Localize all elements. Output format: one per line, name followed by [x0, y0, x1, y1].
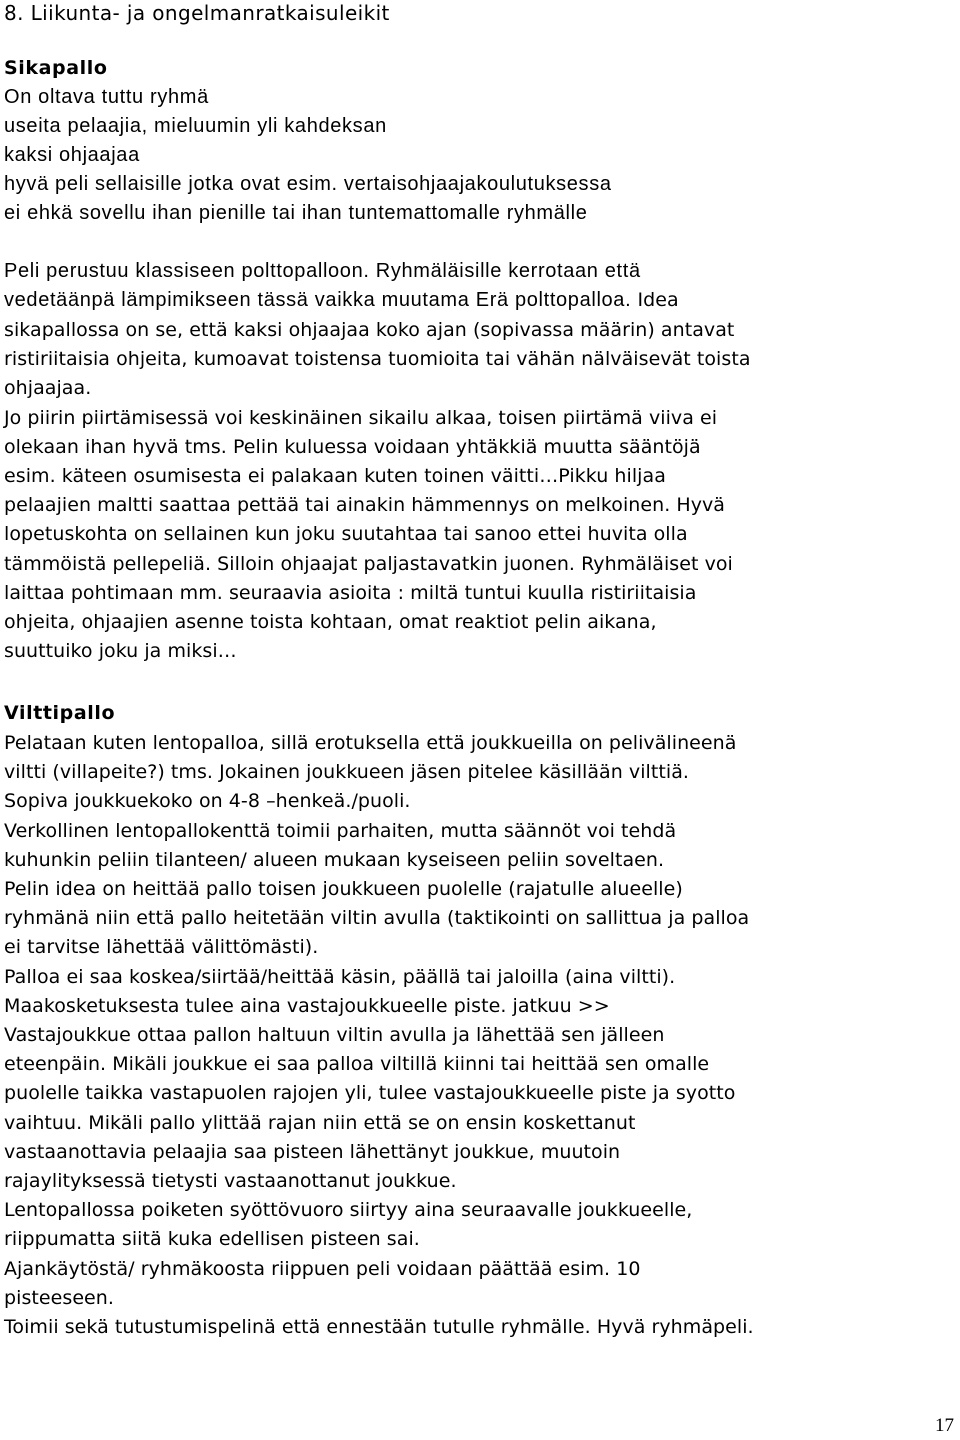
paragraph-line: laittaa pohtimaan mm. seuraavia asioita : miltä tuntui kuulla ristiriitaisia [4, 581, 697, 604]
paragraph-line: ristiriitaisia ohjeita, kumoavat toistensa tuomioita tai vähän nälväisevät toista [4, 348, 751, 371]
paragraph-line: olekaan ihan hyvä tms. Pelin kuluessa voidaan yhtäkkiä muutta sääntöjä [4, 435, 701, 458]
paragraph-line: ohjaajaa. [4, 377, 92, 400]
paragraph-line: pisteeseen. [4, 1286, 114, 1309]
paragraph-line: sikapallossa on se, että kaksi ohjaajaa koko ajan (sopivassa määrin) antavat [4, 319, 735, 341]
paragraph-line: viltti (villapeite?) tms. Jokainen joukkueen jäsen pitelee käsillään vilttiä. [4, 761, 689, 784]
paragraph-line: suuttuiko joku ja miksi… [4, 640, 237, 663]
paragraph-line: tämmöistä pellepeliä. Silloin ohjaajat paljastavatkin juonen. Ryhmäläiset voi [4, 552, 733, 575]
paragraph-line: rajaylityksessä tietysti vastaanottanut joukkue. [4, 1170, 457, 1193]
intro-line: ei ehkä sovellu ihan pienille tai ihan tuntemattomalle ryhmälle [4, 202, 588, 224]
intro-line: kaksi ohjaajaa [4, 144, 140, 166]
intro-line: On oltava tuttu ryhmä [4, 86, 209, 108]
paragraph-line: Pelataan kuten lentopalloa, sillä erotuksella että joukkueilla on pelivälineenä [4, 732, 737, 754]
paragraph-line: Pelin idea on heittää pallo toisen joukkueen puolelle (rajatulle alueelle) [4, 878, 683, 901]
paragraph-line: Peli perustuu klassiseen polttopalloon. Ryhmäläisille kerrotaan että [4, 260, 641, 282]
paragraph-line: vastaanottavia pelaajia saa pisteen lähettänyt joukkue, muutoin [4, 1140, 621, 1163]
paragraph-line: kuhunkin peliin tilanteen/ alueen mukaan kyseiseen peliin soveltaen. [4, 848, 665, 871]
paragraph-line: Palloa ei saa koskea/siirtää/heittää käsin, päällä tai jaloilla (aina viltti). [4, 965, 676, 988]
sikapallo-paragraph-2 [4, 316, 751, 666]
paragraph-line: Jo piirin piirtämisessä voi keskinäinen sikailu alkaa, toisen piirtämä viiva ei [4, 406, 718, 429]
paragraph-line: esim. käteen osumisesta ei palakaan kuten toinen väitti…Pikku hiljaa [4, 465, 666, 488]
paragraph-line-tail: Idea [637, 289, 679, 311]
paragraph-line: vaihtuu. Mikäli pallo ylittää rajan niin että se on ensin koskettanut [4, 1111, 636, 1134]
intro-line: hyvä peli sellaisille jotka ovat esim. vertaisohjaajakoulutuksessa [4, 173, 612, 195]
paragraph-line: Lentopallossa poiketen syöttövuoro siirtyy aina seuraavalle joukkueelle, [4, 1199, 693, 1222]
paragraph-line: Verkollinen lentopallokenttä toimii parhaiten, mutta säännöt voi tehdä [4, 819, 677, 842]
paragraph-line: ryhmänä niin että pallo heitetään viltin avulla (taktikointi on sallittua ja palloa [4, 907, 750, 930]
paragraph-line: Maakosketuksesta tulee aina vastajoukkueelle piste. jatkuu >> [4, 994, 610, 1017]
paragraph-line: riippumatta siitä kuka edellisen pisteen sai. [4, 1228, 420, 1251]
section-heading-sikapallo: Sikapallo [4, 57, 108, 79]
paragraph-line: lopetuskohta on sellainen kun joku suutahtaa tai sanoo ettei huvita olla [4, 523, 688, 546]
paragraph-line [4, 286, 679, 315]
paragraph-line: Toimii sekä tutustumispelinä että ennestään tutulle ryhmälle. Hyvä ryhmäpeli. [4, 1316, 754, 1339]
paragraph-line: Sopiva joukkuekoko on 4-8 –henkeä./puoli. [4, 790, 411, 813]
paragraph-line: ohjeita, ohjaajien asenne toista kohtaan, omat reaktiot pelin aikana, [4, 611, 657, 634]
paragraph-line: puolelle taikka vastapuolen rajojen yli, tulee vastajoukkueelle piste ja syotto [4, 1082, 736, 1105]
section-heading-vilttipallo: Vilttipallo [4, 702, 116, 724]
sikapallo-intro-list [4, 83, 612, 228]
intro-line: useita pelaajia, mieluumin yli kahdeksan [4, 115, 387, 137]
paragraph-line: eteenpäin. Mikäli joukkue ei saa palloa viltillä kiinni tai heittää sen omalle [4, 1053, 710, 1076]
page-number: 17 [935, 1415, 954, 1436]
paragraph-line: Ajankäytöstä/ ryhmäkoosta riippuen peli voidaan päättää esim. 10 [4, 1257, 641, 1280]
sikapallo-paragraph-1 [4, 257, 679, 315]
paragraph-line: ei tarvitse lähettää välittömästi). [4, 936, 319, 959]
paragraph-line-text: vedetäänpä lämpimikseen tässä vaikka muutama Erä polttopalloa. [4, 289, 632, 311]
paragraph-line: pelaajien maltti saattaa pettää tai ainakin hämmennys on melkoinen. Hyvä [4, 494, 725, 517]
paragraph-line: Vastajoukkue ottaa pallon haltuun viltin avulla ja lähettää sen jälleen [4, 1024, 665, 1047]
vilttipallo-text [4, 729, 754, 1342]
chapter-title: 8. Liikunta- ja ongelmanratkaisuleikit [4, 1, 390, 25]
